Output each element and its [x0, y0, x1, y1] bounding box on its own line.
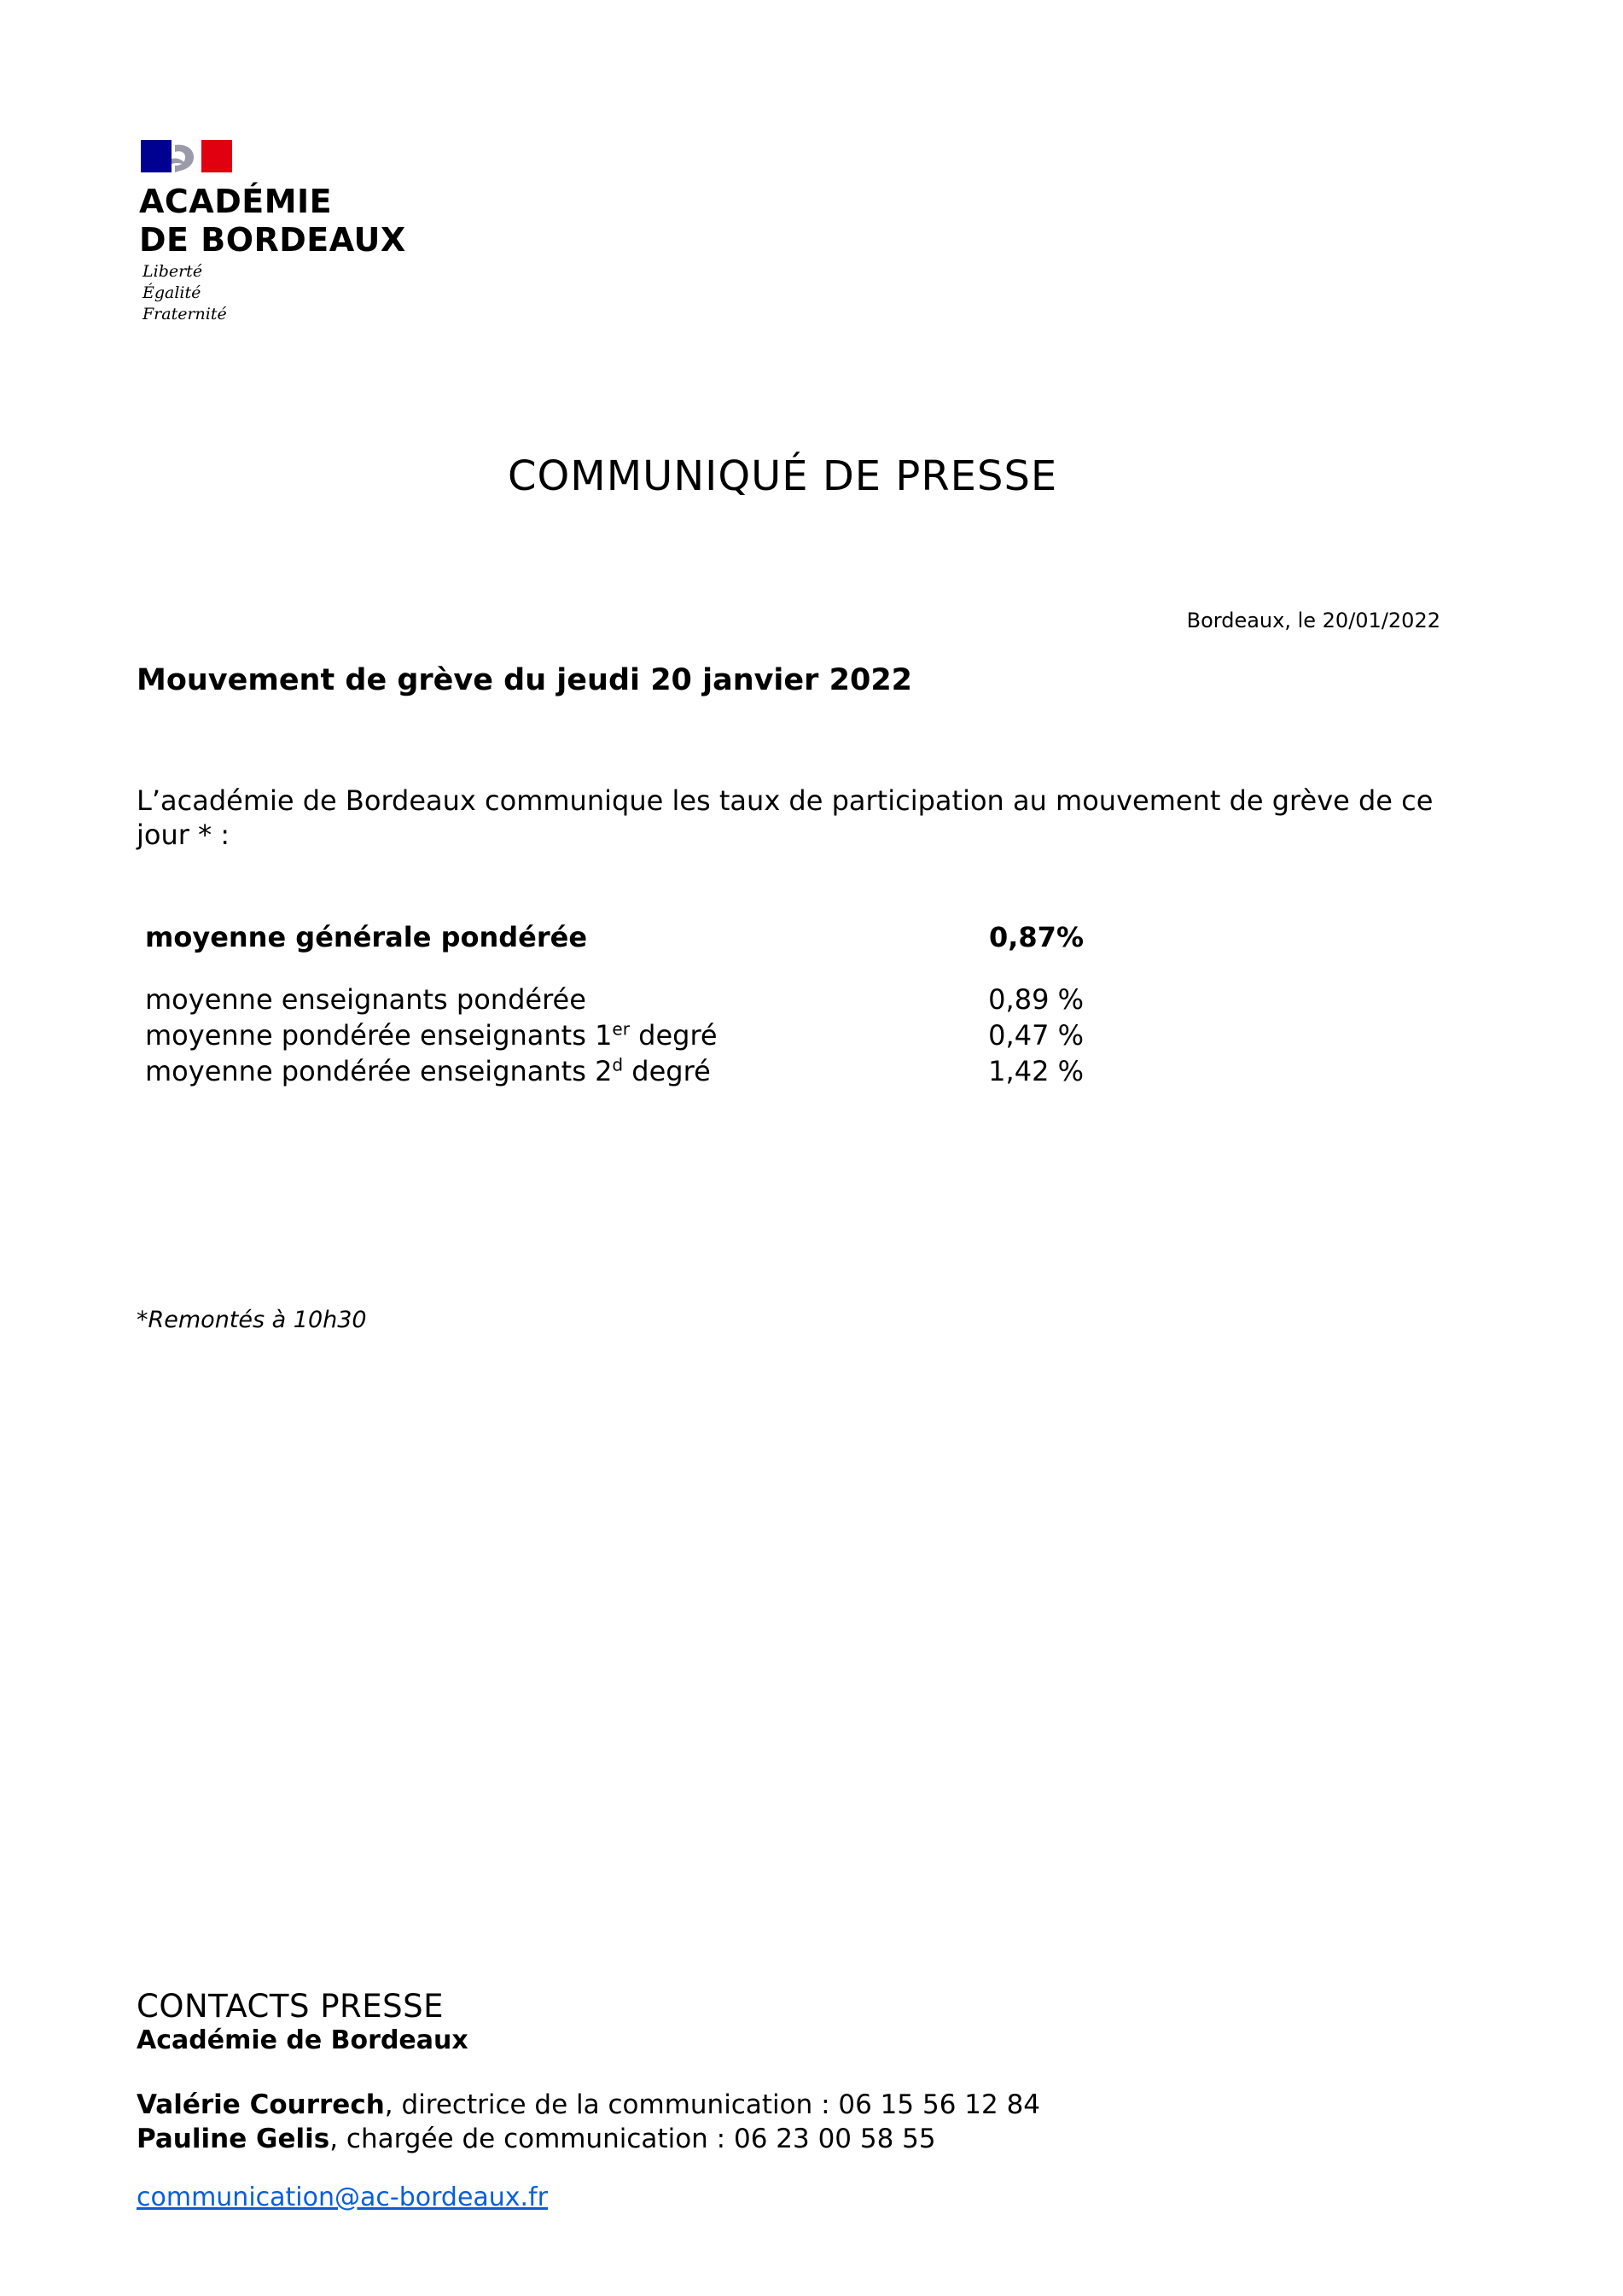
contact-line-1 [137, 2088, 1040, 2122]
label-text-end: degré [629, 1019, 718, 1052]
label-superscript: d [612, 1054, 624, 1075]
contact-role: , directrice de la communication : 06 15 56 12 84 [384, 2089, 1041, 2120]
label-superscript: er [612, 1018, 630, 1040]
contacts-organization: Académie de Bordeaux [137, 2025, 468, 2055]
contact-name: Pauline Gelis [137, 2124, 330, 2154]
motto-egalite: Égalité [143, 283, 201, 302]
logo-academie-name [139, 183, 406, 259]
rate-label-second-degree [145, 1054, 711, 1088]
contact-line-2 [137, 2122, 936, 2156]
contact-role: , chargée de communication : 06 23 00 58 55 [329, 2124, 936, 2154]
page-title: COMMUNIQUÉ DE PRESSE [508, 452, 1058, 500]
rate-value-teachers: 0,89 % [988, 983, 1084, 1016]
label-text: moyenne pondérée enseignants 1 [145, 1019, 613, 1052]
rate-value-general: 0,87% [988, 921, 1084, 953]
contact-name: Valérie Courrech [137, 2089, 385, 2120]
rate-value-second-degree: 1,42 % [988, 1055, 1084, 1087]
footnote: *Remontés à 10h30 [137, 1307, 367, 1333]
rate-label-teachers: moyenne enseignants pondérée [145, 983, 586, 1016]
motto-fraternite: Fraternité [143, 305, 227, 323]
intro-paragraph: L’académie de Bordeaux communique les taux de participation au mouvement de grève de ce jour * : [137, 784, 1434, 851]
date-line: Bordeaux, le 20/01/2022 [1186, 609, 1440, 632]
rate-label-first-degree [145, 1018, 718, 1052]
logo-line-1: ACADÉMIE [139, 183, 333, 220]
contacts-title: CONTACTS PRESSE [137, 1988, 444, 2025]
rate-value-first-degree: 0,47 % [988, 1019, 1084, 1052]
motto-liberte: Liberté [143, 262, 203, 281]
marianne-flag-logo [141, 140, 232, 172]
contact-email-link[interactable]: communication@ac-bordeaux.fr [137, 2182, 548, 2212]
republic-motto [143, 261, 227, 325]
press-release-subject: Mouvement de grève du jeudi 20 janvier 2022 [137, 663, 913, 697]
label-text: moyenne pondérée enseignants 2 [145, 1055, 613, 1087]
label-text-end: degré [623, 1055, 711, 1087]
logo-line-2: DE BORDEAUX [139, 221, 406, 259]
rate-label-general: moyenne générale pondérée [145, 921, 588, 953]
